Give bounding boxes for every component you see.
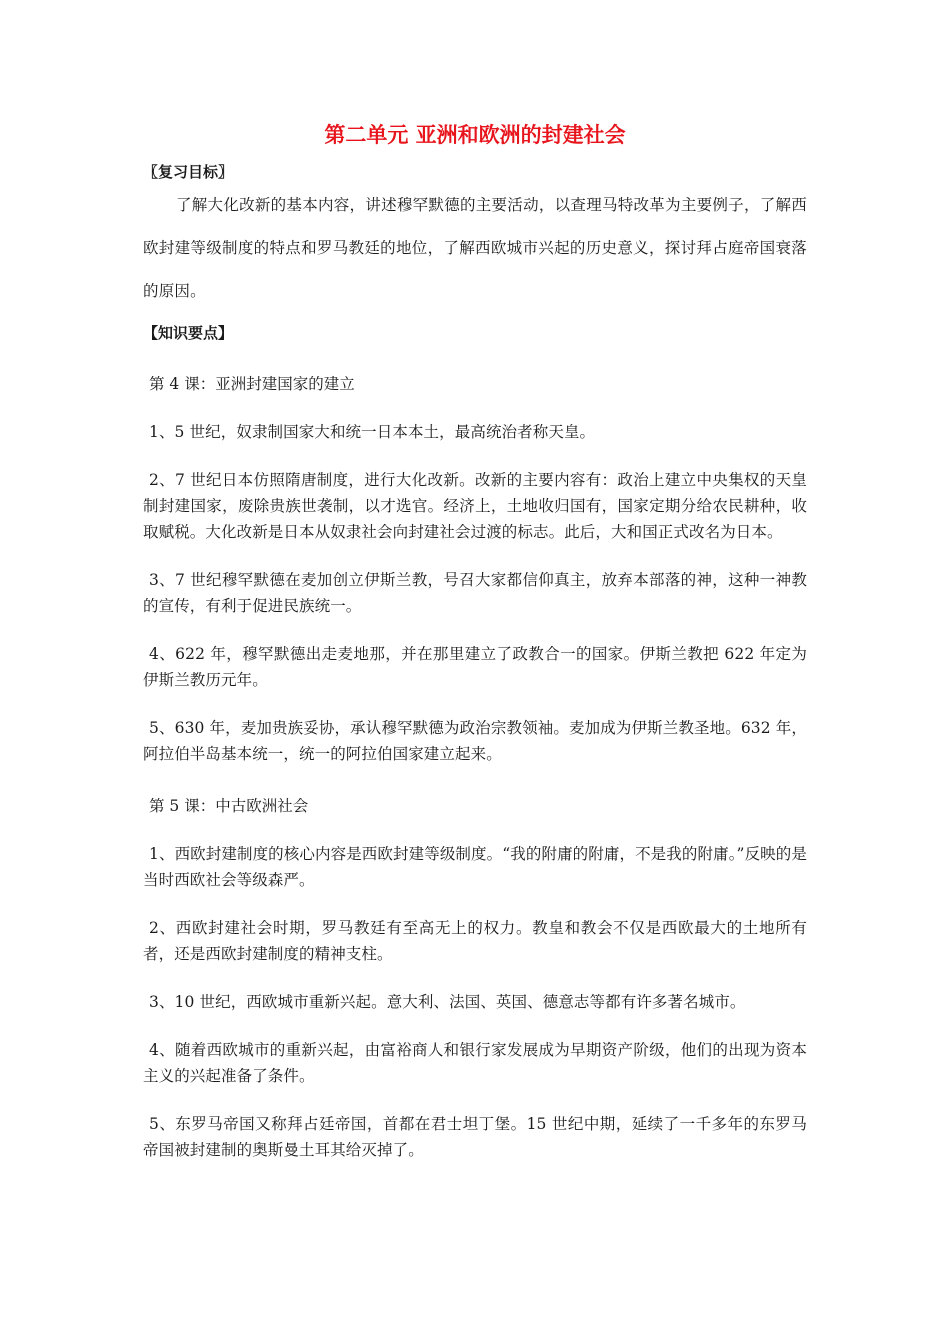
lesson-4-item-4: 4、622 年，穆罕默德出走麦地那，并在那里建立了政教合一的国家。伊斯兰教把 622 年定为伊斯兰教历元年。 <box>143 645 807 689</box>
lesson-4-item-3: 3、7 世纪穆罕默德在麦加创立伊斯兰教，号召大家都信仰真主，放弃本部落的神，这种一神教的宣传，有利于促进民族统一。 <box>143 571 807 615</box>
review-heading: 〖复习目标〗 <box>143 163 234 181</box>
lesson-5-title: 第 5 课：中古欧洲社会 <box>149 797 309 815</box>
document-title: 第二单元 亚洲和欧洲的封建社会 <box>324 123 626 147</box>
lesson-4-item-1: 1、5 世纪，奴隶制国家大和统一日本本土，最高统治者称天皇。 <box>149 423 596 441</box>
lesson-5-item-2: 2、西欧封建社会时期，罗马教廷有至高无上的权力。教皇和教会不仅是西欧最大的土地所有者，还是西欧封建制度的精神支柱。 <box>143 919 807 963</box>
lesson-4-item-2: 2、7 世纪日本仿照隋唐制度，进行大化改新。改新的主要内容有：政治上建立中央集权的天皇制封建国家，废除贵族世袭制，以才选官。经济上，土地收归国有，国家定期分给农民耕种，收取赋税。大化改新是日本从奴隶社会向封建社会过渡的标志。此后，大和国正式改名为日本。 <box>143 471 807 541</box>
document-page <box>143 118 807 1163</box>
lesson-4-item-5: 5、630 年，麦加贵族妥协，承认穆罕默德为政治宗教领袖。麦加成为伊斯兰教圣地。632 年，阿拉伯半岛基本统一，统一的阿拉伯国家建立起来。 <box>143 719 807 763</box>
knowledge-heading: 【知识要点】 <box>143 324 234 342</box>
review-goal-paragraph: 了解大化改新的基本内容，讲述穆罕默德的主要活动，以查理马特改革为主要例子，了解西欧封建等级制度的特点和罗马教廷的地位，了解西欧城市兴起的历史意义，探讨拜占庭帝国衰落的原因。 <box>143 196 807 300</box>
lesson-5-item-4: 4、随着西欧城市的重新兴起，由富裕商人和银行家发展成为早期资产阶级，他们的出现为资本主义的兴起准备了条件。 <box>143 1041 807 1085</box>
lesson-5-item-5: 5、东罗马帝国又称拜占廷帝国，首都在君士坦丁堡。15 世纪中期，延续了一千多年的东罗马帝国被封建制的奥斯曼土耳其给灭掉了。 <box>143 1115 807 1159</box>
lesson-5-item-1: 1、西欧封建制度的核心内容是西欧封建等级制度。“我的附庸的附庸，不是我的附庸。”反映的是当时西欧社会等级森严。 <box>143 845 807 889</box>
lesson-4-title: 第 4 课：亚洲封建国家的建立 <box>149 375 355 393</box>
lesson-5-item-3: 3、10 世纪，西欧城市重新兴起。意大利、法国、英国、德意志等都有许多著名城市。 <box>149 993 746 1011</box>
